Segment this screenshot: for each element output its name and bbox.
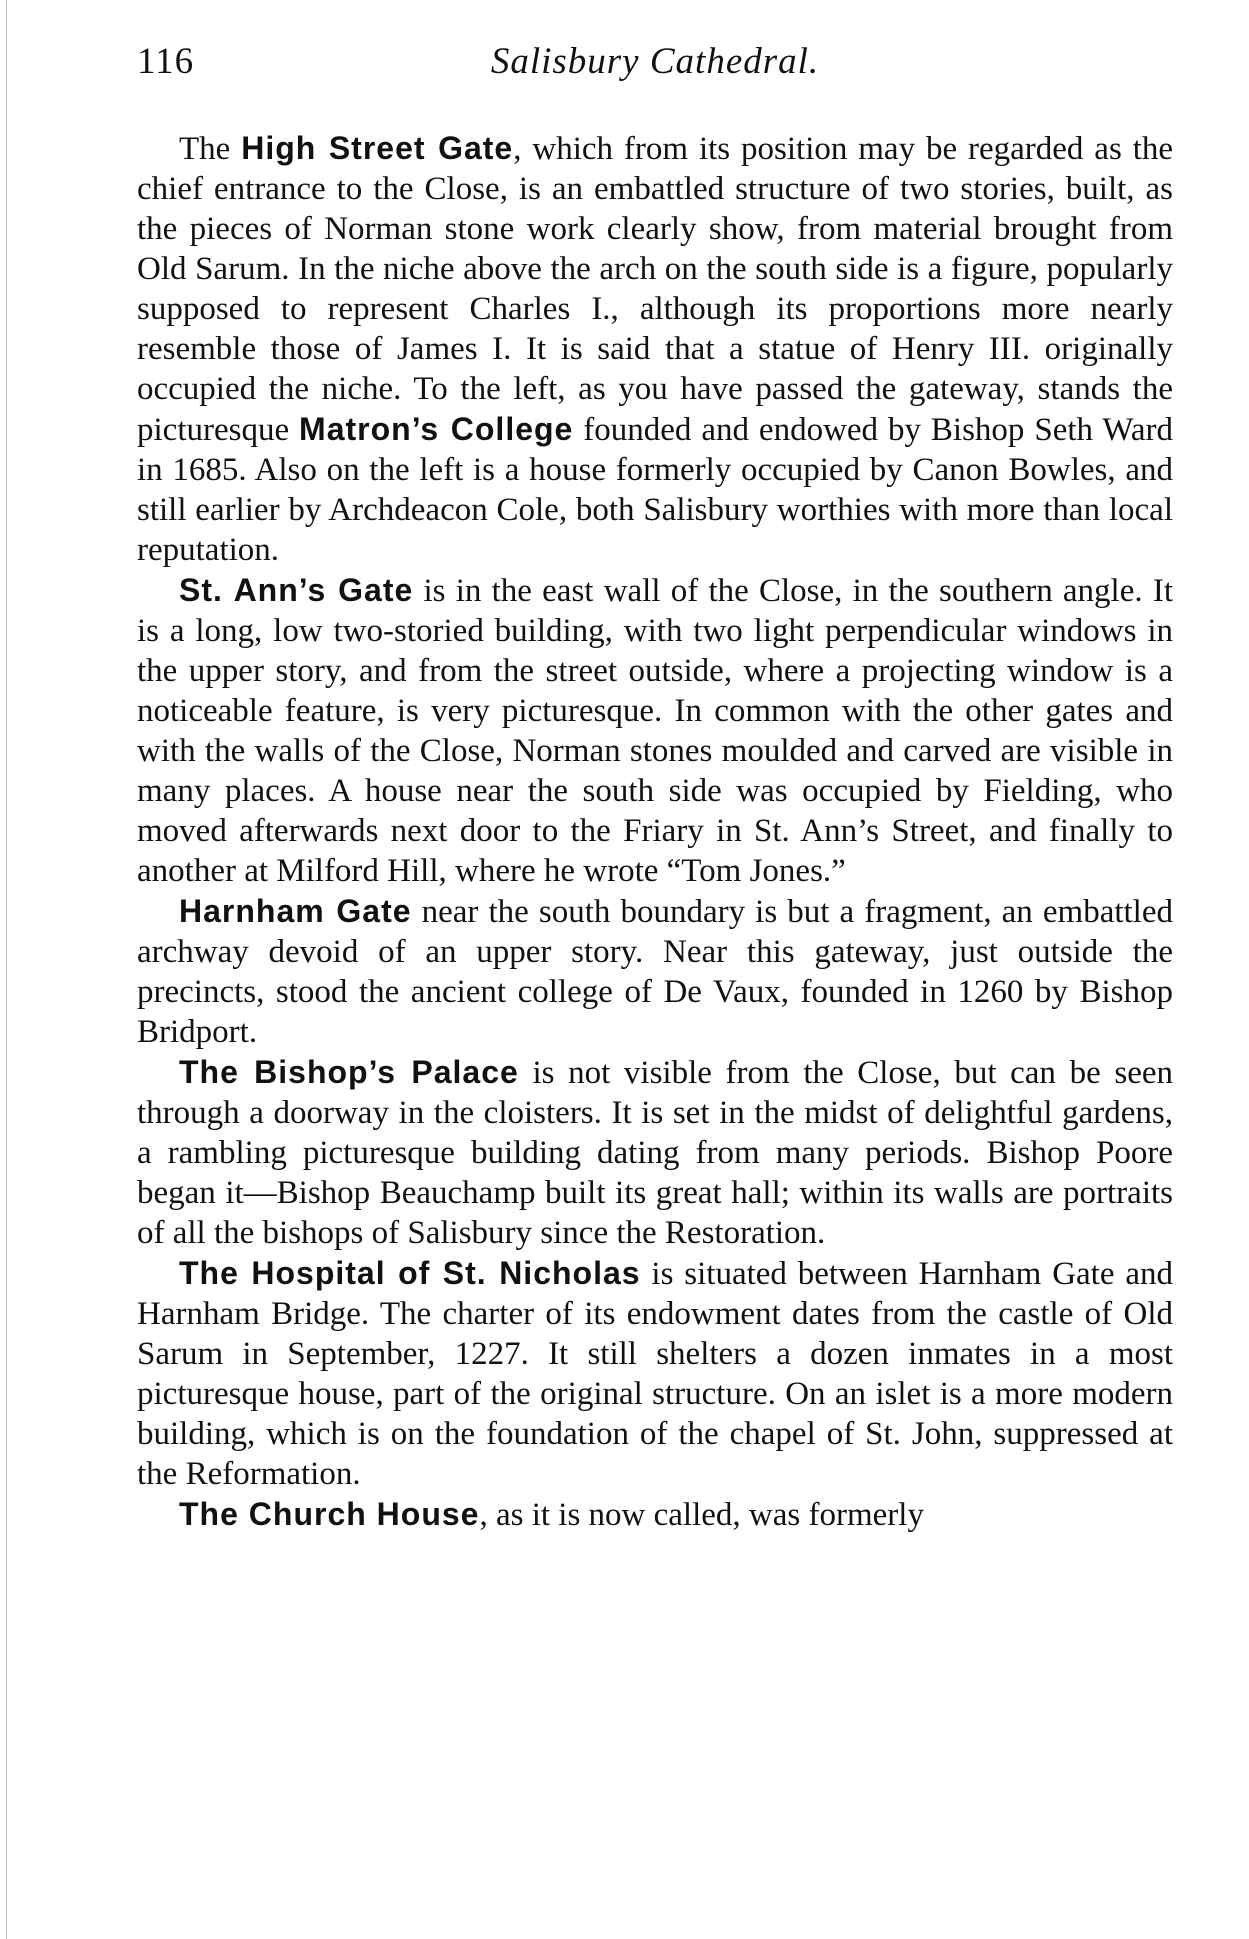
heading-matrons-college: Matron’s College xyxy=(299,411,574,447)
paragraph-text: , as it is now called, was formerly xyxy=(479,1497,924,1533)
paragraph-text: is situated between Harnham Gate and Harnham Bridge. The charter of its endowment dates from the castle of Old Sarum in September, 1227. It still shelters a dozen inmates in a most picturesque house, part of the original structure. On an islet is a more modern building, which is on the foundation of the chapel of St. John, suppressed at the Reformation. xyxy=(137,1256,1173,1492)
page-edge-line xyxy=(6,0,7,1939)
paragraph-text: is not visible from the Close, but can be seen through a doorway in the cloisters. It is set in the midst of delightful gardens, a rambling picturesque building dating from many periods. Bishop Poore began it—Bishop Beauchamp built its great hall; within its walls are portraits of all the bishops of Salisbury since the Restoration. xyxy=(137,1055,1173,1251)
body-text xyxy=(137,128,1173,1535)
paragraph-hospital-st-nicholas xyxy=(137,1253,1173,1494)
paragraph-harnham-gate xyxy=(137,891,1173,1052)
paragraph-church-house xyxy=(137,1494,1173,1535)
paragraph-high-street-gate xyxy=(137,128,1173,570)
running-title: Salisbury Cathedral. xyxy=(490,41,820,82)
heading-church-house: The Church House xyxy=(179,1496,480,1532)
paragraph-text: , which from its position may be regarded as the chief entrance to the Close, is an embattled structure of two stories, built, as the pieces of Norman stone work clearly show, from material brought from Old Sarum. In the niche above the arch on the south side is a figure, popularly supposed to represent Charles I., although its proportions more nearly resemble those of James I. It is said that a statue of Henry III. originally occupied the niche. To the left, as you have passed the gateway, stands the picturesque xyxy=(137,131,1174,448)
page-number: 116 xyxy=(137,41,195,82)
page-header xyxy=(137,40,1173,100)
paragraph-st-anns-gate xyxy=(137,570,1173,891)
heading-bishops-palace: The Bishop’s Palace xyxy=(179,1054,519,1090)
heading-high-street-gate: High Street Gate xyxy=(241,130,514,166)
paragraph-lead-in: The xyxy=(179,131,242,167)
heading-harnham-gate: Harnham Gate xyxy=(179,893,412,929)
heading-hospital-st-nicholas: The Hospital of St. Nicholas xyxy=(179,1255,641,1291)
paragraph-bishops-palace xyxy=(137,1052,1173,1253)
paragraph-text: near the south boundary is but a fragment, an embattled archway devoid of an upper story. Near this gateway, just outside the precincts, stood the ancient college of De Vaux, founded in 1260 by Bishop Bridport. xyxy=(137,894,1173,1050)
paragraph-text: founded and endowed by Bishop Seth Ward in 1685. Also on the left is a house formerly occupied by Canon Bowles, and still earlier by Archdeacon Cole, both Salisbury worthies with more than local reputation. xyxy=(137,412,1174,568)
paragraph-text: is in the east wall of the Close, in the southern angle. It is a long, low two-storied building, with two light perpendicular windows in the upper story, and from the street outside, where a projecting window is a noticeable feature, is very picturesque. In common with the other gates and with the walls of the Close, Norman stones moulded and carved are visible in many places. A house near the south side was occupied by Fielding, who moved afterwards next door to the Friary in St. Ann’s Street, and finally to another at Milford Hill, where he wrote “Tom Jones.” xyxy=(137,573,1174,889)
heading-st-anns-gate: St. Ann’s Gate xyxy=(179,572,414,608)
